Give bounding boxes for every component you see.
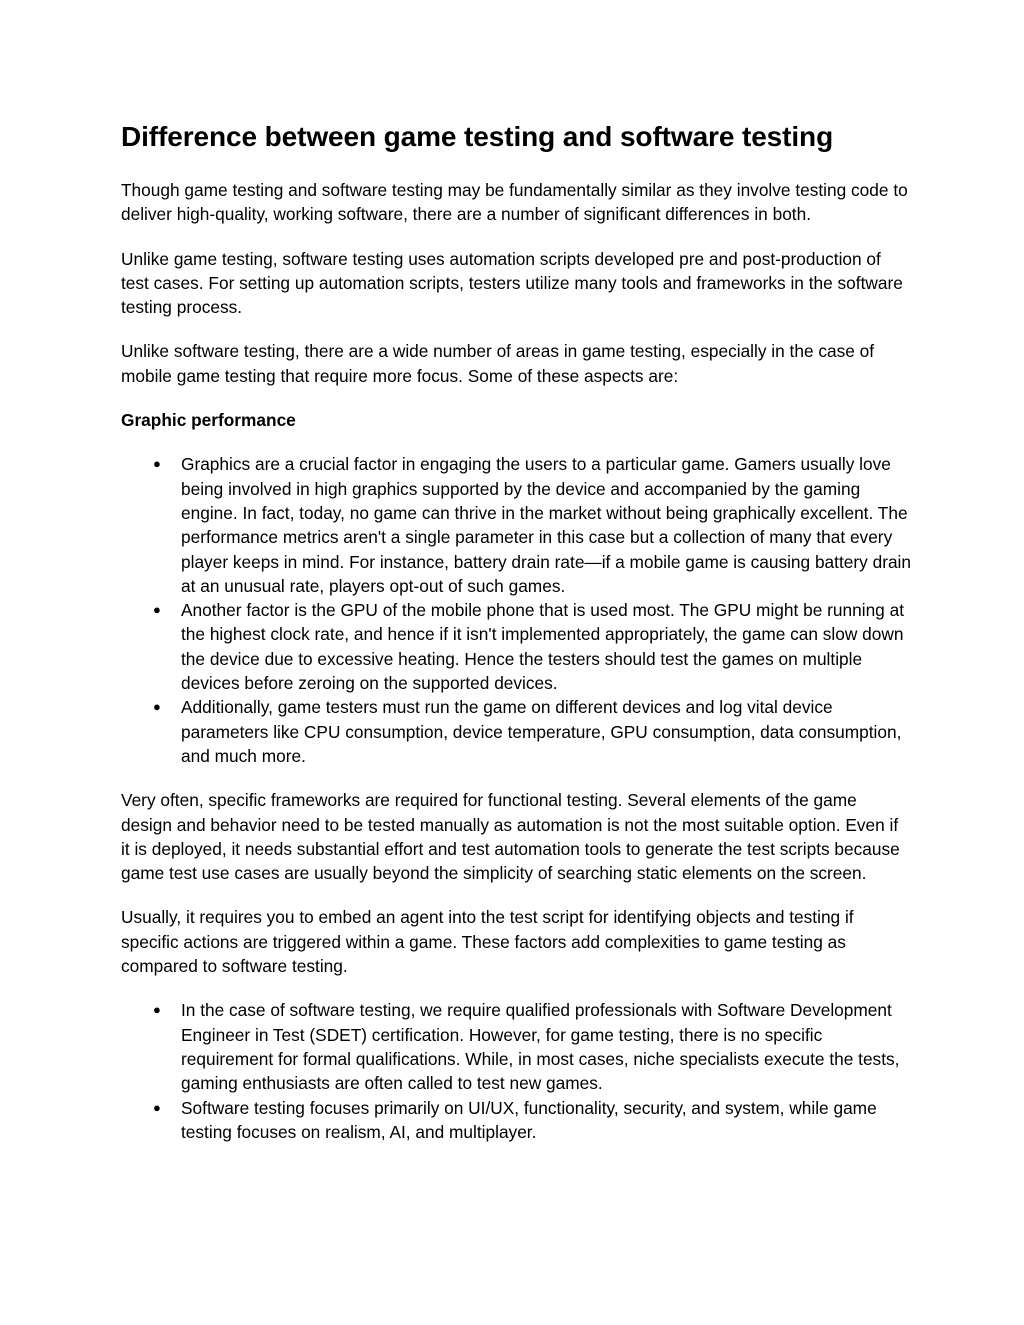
- bullet-dot-icon: ●: [153, 699, 161, 715]
- bullet-dot-icon: ●: [153, 1099, 161, 1115]
- automation-paragraph: Unlike game testing, software testing uses automation scripts developed pre and post-production of test cases. For setting up automation scripts, testers utilize many tools and frameworks in the software testing process.: [121, 248, 903, 318]
- list-item: [121, 598, 911, 695]
- list-item-text: Another factor is the GPU of the mobile phone that is used most. The GPU might be running at the highest clock rate, and hence if it isn't implemented appropriately, the game can slow down the device due to excessive heating. Hence the testers should test the games on multiple devices before zeroing on the supported devices.: [181, 600, 905, 694]
- document-page: [121, 118, 911, 1144]
- document-title: Difference between game testing and software testing: [121, 121, 834, 152]
- focus-areas-paragraph: Unlike software testing, there are a wide number of areas in game testing, especially in the case of mobile game testing that require more focus. Some of these aspects are:: [121, 341, 875, 386]
- agent-paragraph: Usually, it requires you to embed an agent into the test script for identifying objects and testing if specific actions are triggered within a game. These factors add complexities to game testing as compared to software testing.: [121, 907, 854, 977]
- list-item: [121, 452, 911, 598]
- list-item: [121, 695, 911, 768]
- list-item-text: In the case of software testing, we require qualified professionals with Software Development Engineer in Test (SDET) certification. However, for game testing, there is no specific requirement for formal qualifications. While, in most cases, niche specialists execute the tests, gaming enthusiasts are often called to test new games.: [181, 1000, 900, 1094]
- graphic-performance-list: [121, 452, 911, 768]
- list-item-text: Software testing focuses primarily on UI/UX, functionality, security, and system, while game testing focuses on realism, AI, and multiplayer.: [181, 1097, 877, 1142]
- bullet-dot-icon: ●: [153, 602, 161, 618]
- list-item: [121, 998, 911, 1095]
- section-heading-graphic-performance: Graphic performance: [121, 410, 296, 431]
- frameworks-paragraph: Very often, specific frameworks are required for functional testing. Several elements of the game design and behavior need to be tested manually as automation is not the most suitable option. Even if it is deployed, it needs substantial effort and test automation tools to generate the test scripts because game test use cases are usually beyond the simplicity of searching static elements on the screen.: [121, 790, 900, 884]
- list-item-text: Graphics are a crucial factor in engaging the users to a particular game. Gamers usually love being involved in high graphics supported by the device and accompanied by the gaming engine. In fact, today, no game can thrive in the market without being graphically excellent. The performance metrics aren't a single parameter in this case but a collection of many that every player keeps in mind. For instance, battery drain rate—if a mobile game is causing battery drain at an unusual rate, players opt-out of such games.: [181, 454, 912, 596]
- list-item-text: Additionally, game testers must run the game on different devices and log vital device parameters like CPU consumption, device temperature, GPU consumption, data consumption, and much more.: [181, 697, 902, 766]
- comparison-list: [121, 998, 911, 1144]
- bullet-dot-icon: ●: [153, 1002, 161, 1018]
- intro-paragraph: Though game testing and software testing may be fundamentally similar as they involve testing code to deliver high-quality, working software, there are a number of significant differences in both.: [121, 180, 908, 225]
- bullet-dot-icon: ●: [153, 456, 161, 472]
- list-item: [121, 1096, 911, 1145]
